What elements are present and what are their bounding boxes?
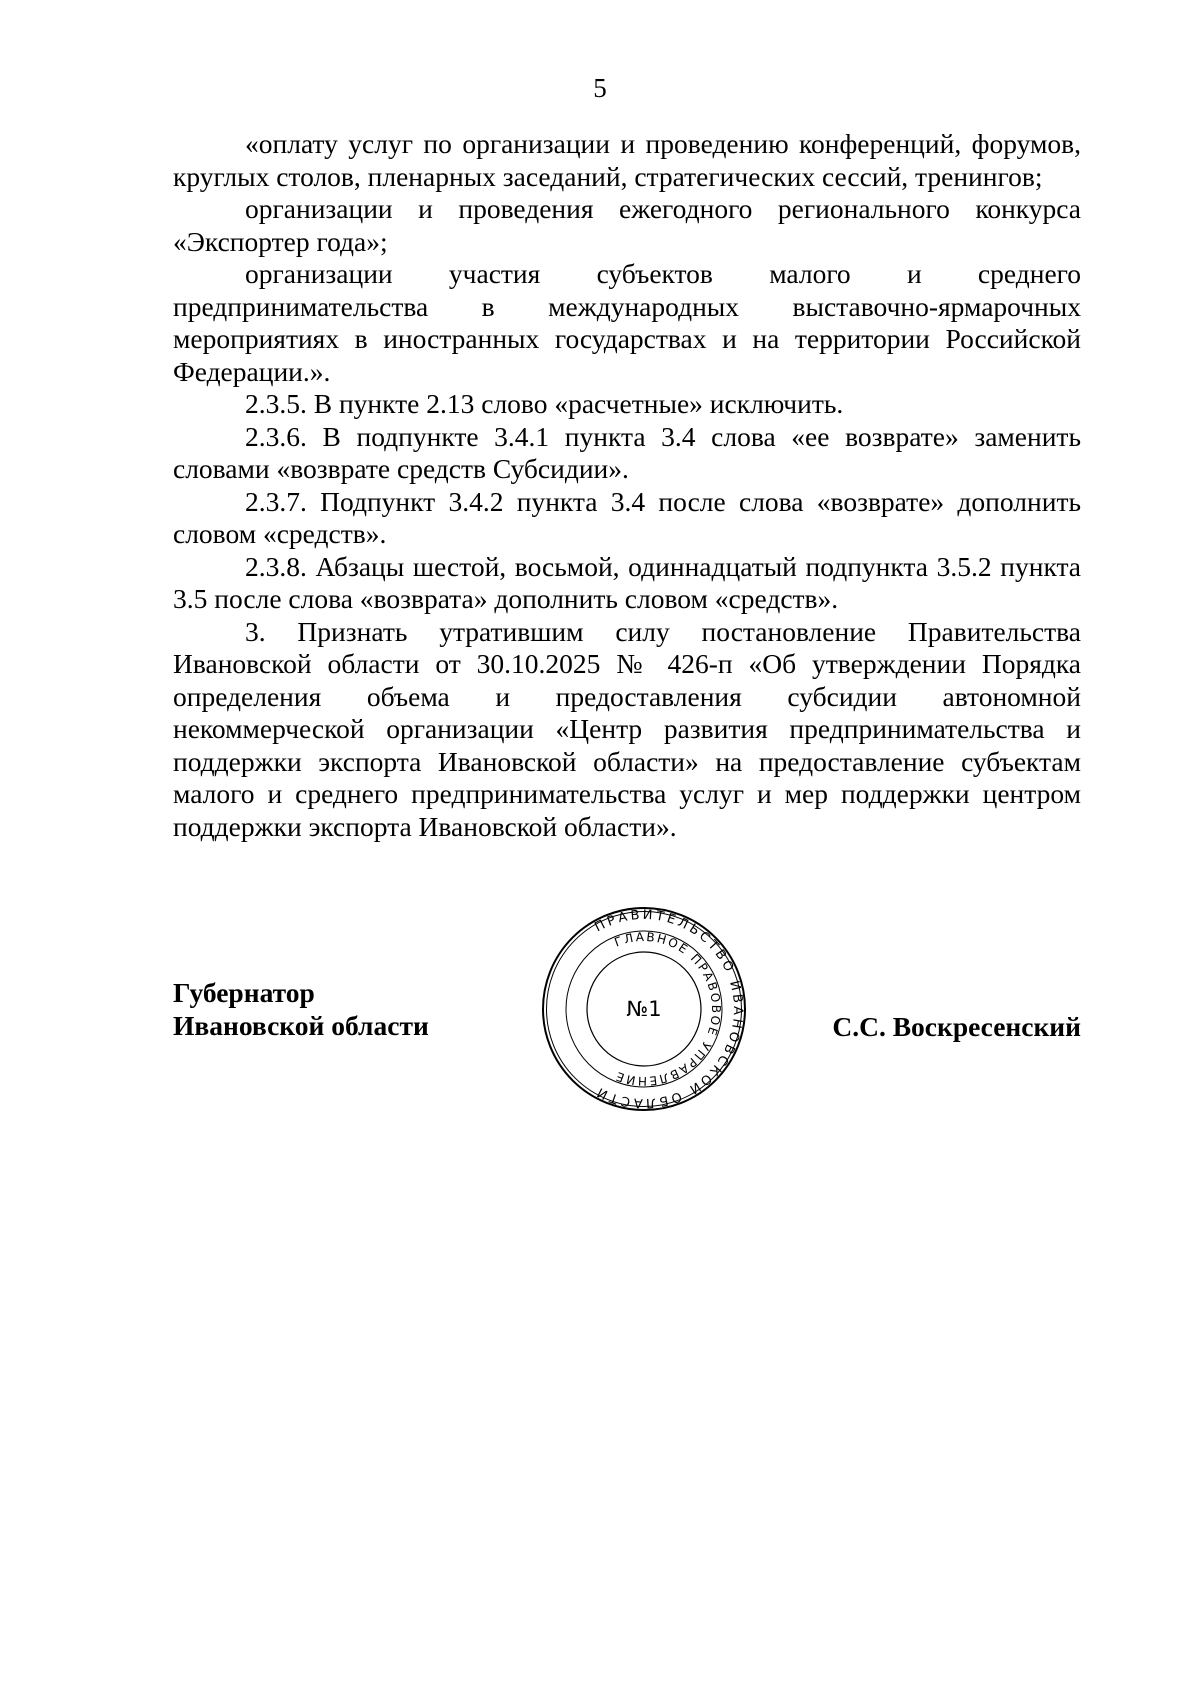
signatory-title xyxy=(173,976,429,1042)
signatory-title-line2: Ивановской области xyxy=(173,1010,429,1041)
seal-number: №1 xyxy=(626,997,662,1021)
paragraph-2-3-5: 2.3.5. В пункте 2.13 слово «расчетные» исключить. xyxy=(245,388,844,419)
official-seal xyxy=(540,905,748,1113)
paragraph-services: «оплату услуг по организации и проведению конференций, форумов, круглых столов, пленарных заседаний, стратегических сессий, тренингов; xyxy=(173,128,1081,192)
paragraph-3-repeal: 3. Признать утратившим силу постановление Правительства Ивановской области от 30.10.2025 № 426-п «Об утверждении Порядка определения объема и предоставления субсидии автономной некоммерческой организации «Центр развития предпринимательства и поддержки экспорта Ивановской области» на предоставление субъектам малого и среднего предпринимательства услуг и мер поддержки центром поддержки экспорта Ивановской области». xyxy=(173,615,1081,842)
document-body xyxy=(173,128,1081,843)
signatory-name: С.С. Воскресенский xyxy=(832,1011,1081,1042)
paragraph-2-3-6: 2.3.6. В подпункте 3.4.1 пункта 3.4 слова «ее возврате» заменить словами «возврате средств Субсидии». xyxy=(173,420,1081,484)
paragraph-2-3-8: 2.3.8. Абзацы шестой, восьмой, одиннадцатый подпункта 3.5.2 пункта 3.5 после слова «возврата» дополнить словом «средств». xyxy=(173,550,1081,614)
paragraph-2-3-7: 2.3.7. Подпункт 3.4.2 пункта 3.4 после слова «возврате» дополнить словом «средств». xyxy=(173,485,1081,549)
seal-outer-text: ПРАВИТЕЛЬСТВО ИВАНОВСКОЙ ОБЛАСТИ xyxy=(592,907,746,1111)
signatory-title-line1: Губернатор xyxy=(173,977,315,1008)
paragraph-contest: организации и проведения ежегодного регионального конкурса «Экспортер года»; xyxy=(173,193,1081,257)
seal-inner-text: ГЛАВНОЕ ПРАВОВОЕ УПРАВЛЕНИЕ xyxy=(612,929,724,1089)
page-number: 5 xyxy=(593,73,607,103)
paragraph-exhibitions: организации участия субъектов малого и среднего предпринимательства в международных выставочно-ярмарочных мероприятиях в иностранных государствах и на территории Российской Федерации.». xyxy=(173,258,1081,387)
